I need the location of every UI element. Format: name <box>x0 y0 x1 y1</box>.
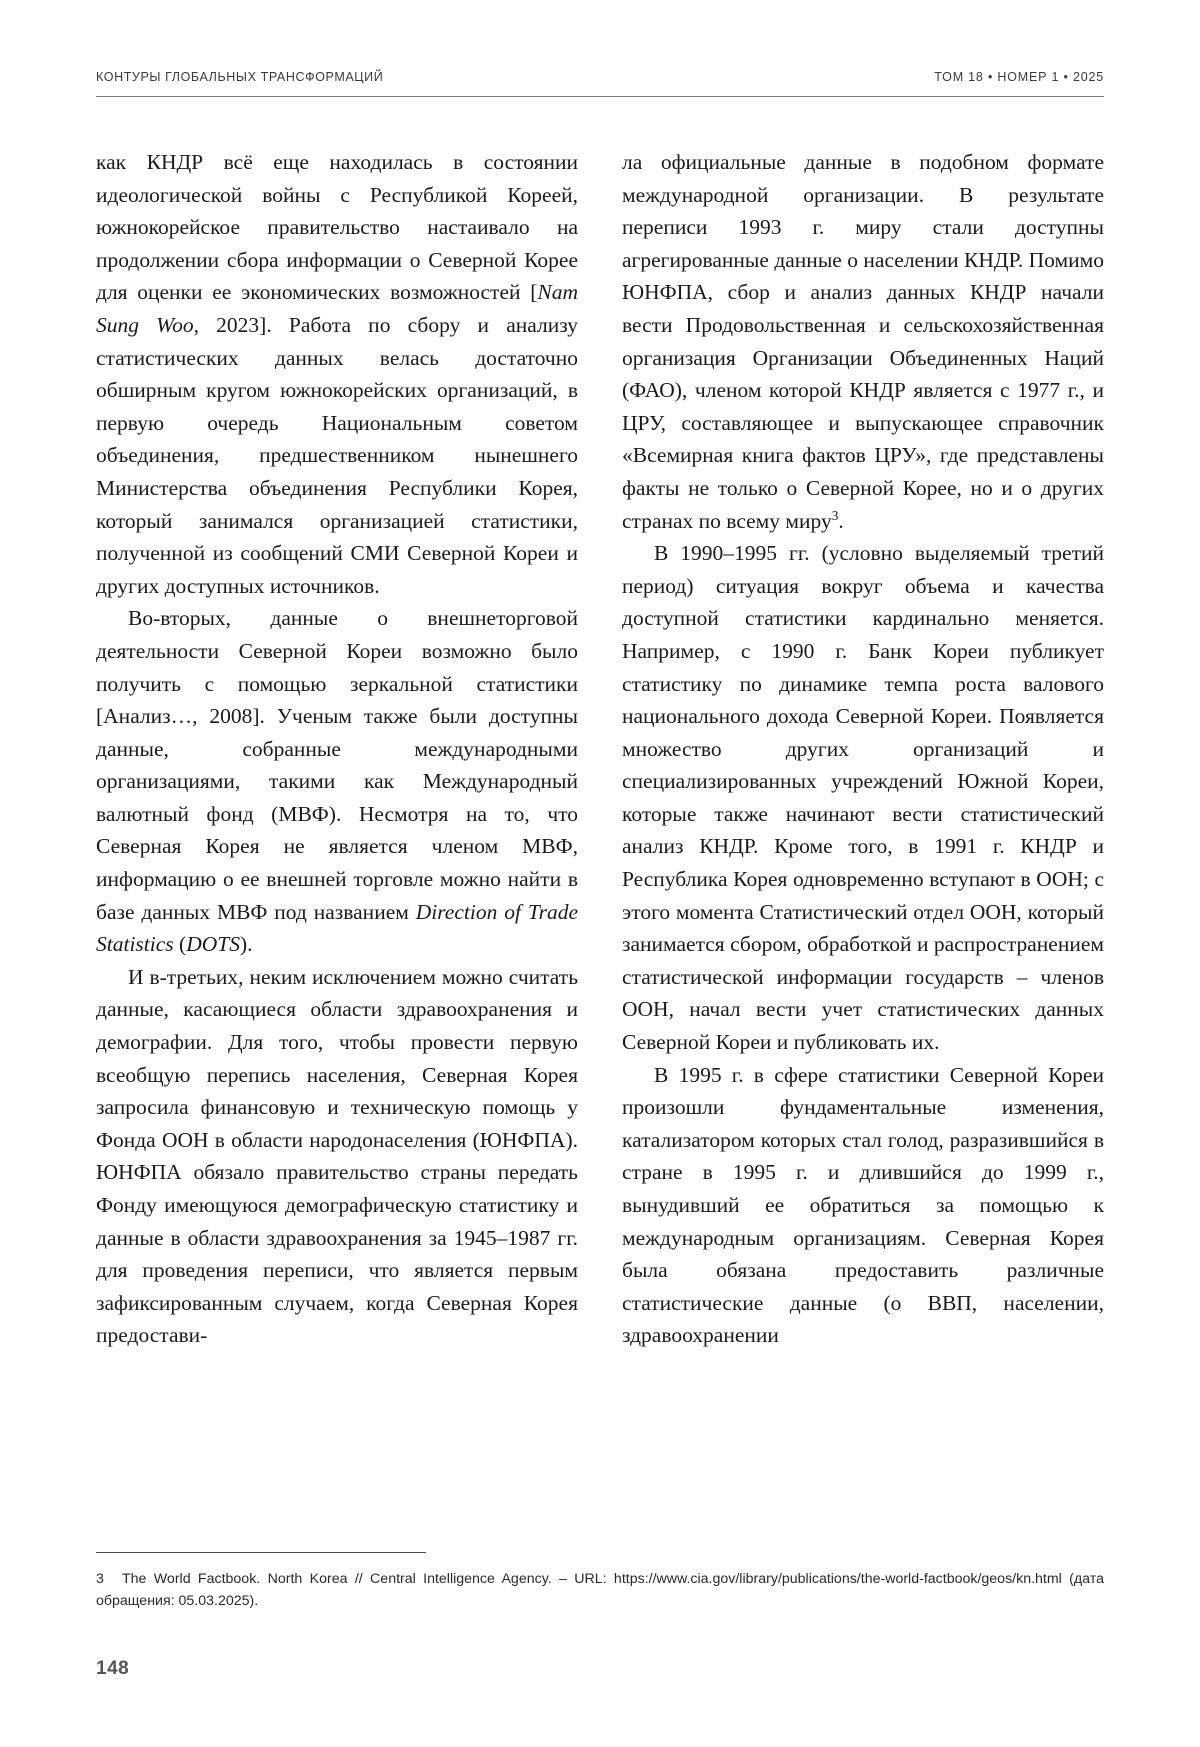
issue-info: ТОМ 18 • НОМЕР 1 • 2025 <box>934 70 1104 84</box>
paragraph-left-2-mid: ( <box>173 932 187 957</box>
database-abbr: DOTS <box>186 932 240 957</box>
left-column <box>96 146 578 1346</box>
paragraph-right-1-tail: . <box>838 508 844 533</box>
body-columns <box>96 146 1104 1346</box>
paragraph-right-3: В 1995 г. в сфере статистики Северной Кореи произошли фундаментальные изменения, катализатором которых стал голод, разразившийся в стране в 1995 г. и длившийся до 1999 г., вынудивший ее обратиться за помощью к международным организациям. Северная Корея была обязана предоставить различные статистические данные (о ВВП, населении, здравоохранении <box>622 1062 1104 1348</box>
paragraph-right-1-text: ла официальные данные в подобном формате международной организации. В результате переписи 1993 г. миру стали доступны агрегированные данные о населении КНДР. Помимо ЮНФПА, сбор и анализ данных КНДР начали вести Продовольственная и сельскохозяйственная организация Организации Объединенных Наций (ФАО), членом которой КНДР является с 1977 г., и ЦРУ, составляющее и выпускающее справочник «Всемирная книга фактов ЦРУ», где представлены факты не только о Северной Корее, но и о других странах по всему миру <box>622 150 1104 533</box>
citation-author: Nam Sung Woo <box>96 280 578 337</box>
paragraph-right-2: В 1990–1995 гг. (условно выделяемый третий период) ситуация вокруг объема и качества доступной статистики кардинально меняется. Например, с 1990 г. Банк Кореи публикует статистику по динамике темпа роста валового национального дохода Северной Кореи. Появляется множество других организаций и специализированных учреждений Южной Кореи, которые также начинают вести статистический анализ КНДР. Кроме того, в 1991 г. КНДР и Республика Корея одновременно вступают в ООН; с этого момента Статистический отдел ООН, который занимается сбором, обработкой и распространением статистической информации государств – членов ООН, начал вести учет статистических данных Северной Кореи и публиковать их. <box>622 541 1104 1055</box>
footnote-text: The World Factbook. North Korea // Central Intelligence Agency. – URL: https://www.cia.gov/library/publications/the-world-factbook/geos/kn.html (дата обращения: 05.03.2025). <box>96 1571 1104 1609</box>
paragraph-left-2-text: Во-вторых, данные о внешнеторговой деятельности Северной Кореи возможно было получить с помощью зеркальной статистики [Анализ…, 2008]. Ученым также были доступны данные, собранные международными организациями, такими как Международный валютный фонд (МВФ). Несмотря на то, что Северная Корея не является членом МВФ, информацию о ее внешней торговле можно найти в базе данных МВФ под названием <box>96 606 578 924</box>
page-number: 148 <box>96 1658 130 1679</box>
journal-title: КОНТУРЫ ГЛОБАЛЬНЫХ ТРАНСФОРМАЦИЙ <box>96 70 384 84</box>
footnote <box>96 1568 1104 1612</box>
header-divider <box>96 96 1104 97</box>
paragraph-left-1 <box>96 146 578 602</box>
paragraph-right-1 <box>622 146 1104 537</box>
database-name: Direction of Trade Statistics <box>96 899 578 957</box>
paragraph-left-3: И в-третьих, неким исключением можно считать данные, касающиеся области здравоохранения и демографии. Для того, чтобы провести первую всеобщую перепись населения, Северная Корея запросила финансовую и техническую помощь у Фонда ООН в области народонаселения (ЮНФПА). ЮНФПА обязало правительство страны передать Фонду имеющуюся демографическую статистику и данные в области здравоохранения за 1945–1987 гг. для проведения переписи, что является первым зафиксированным случаем, когда Северная Корея предостави- <box>96 964 578 1348</box>
right-column <box>622 146 1104 1346</box>
footnote-marker: 3 <box>831 507 839 523</box>
paragraph-left-1-tail: , 2023]. Работа по сбору и анализу статистических данных велась достаточно обширным кругом южнокорейских организаций, в первую очередь Национальным советом объединения, предшественником нынешнего Министерства объединения Республики Корея, который занимался организацией статистики, полученной из сообщений СМИ Северной Кореи и других доступных источников. <box>96 312 579 598</box>
paragraph-left-2 <box>96 602 578 961</box>
footnote-number: 3 <box>96 1571 104 1587</box>
footnote-divider <box>96 1552 426 1553</box>
running-head <box>96 70 1104 84</box>
paragraph-left-2-tail: ). <box>239 932 253 957</box>
paragraph-left-1-text: как КНДР всё еще находилась в состоянии идеологической войны с Республикой Кореей, южнокорейское правительство настаивало на продолжении сбора информации о Северной Корее для оценки ее экономических возможностей [ <box>96 150 578 305</box>
